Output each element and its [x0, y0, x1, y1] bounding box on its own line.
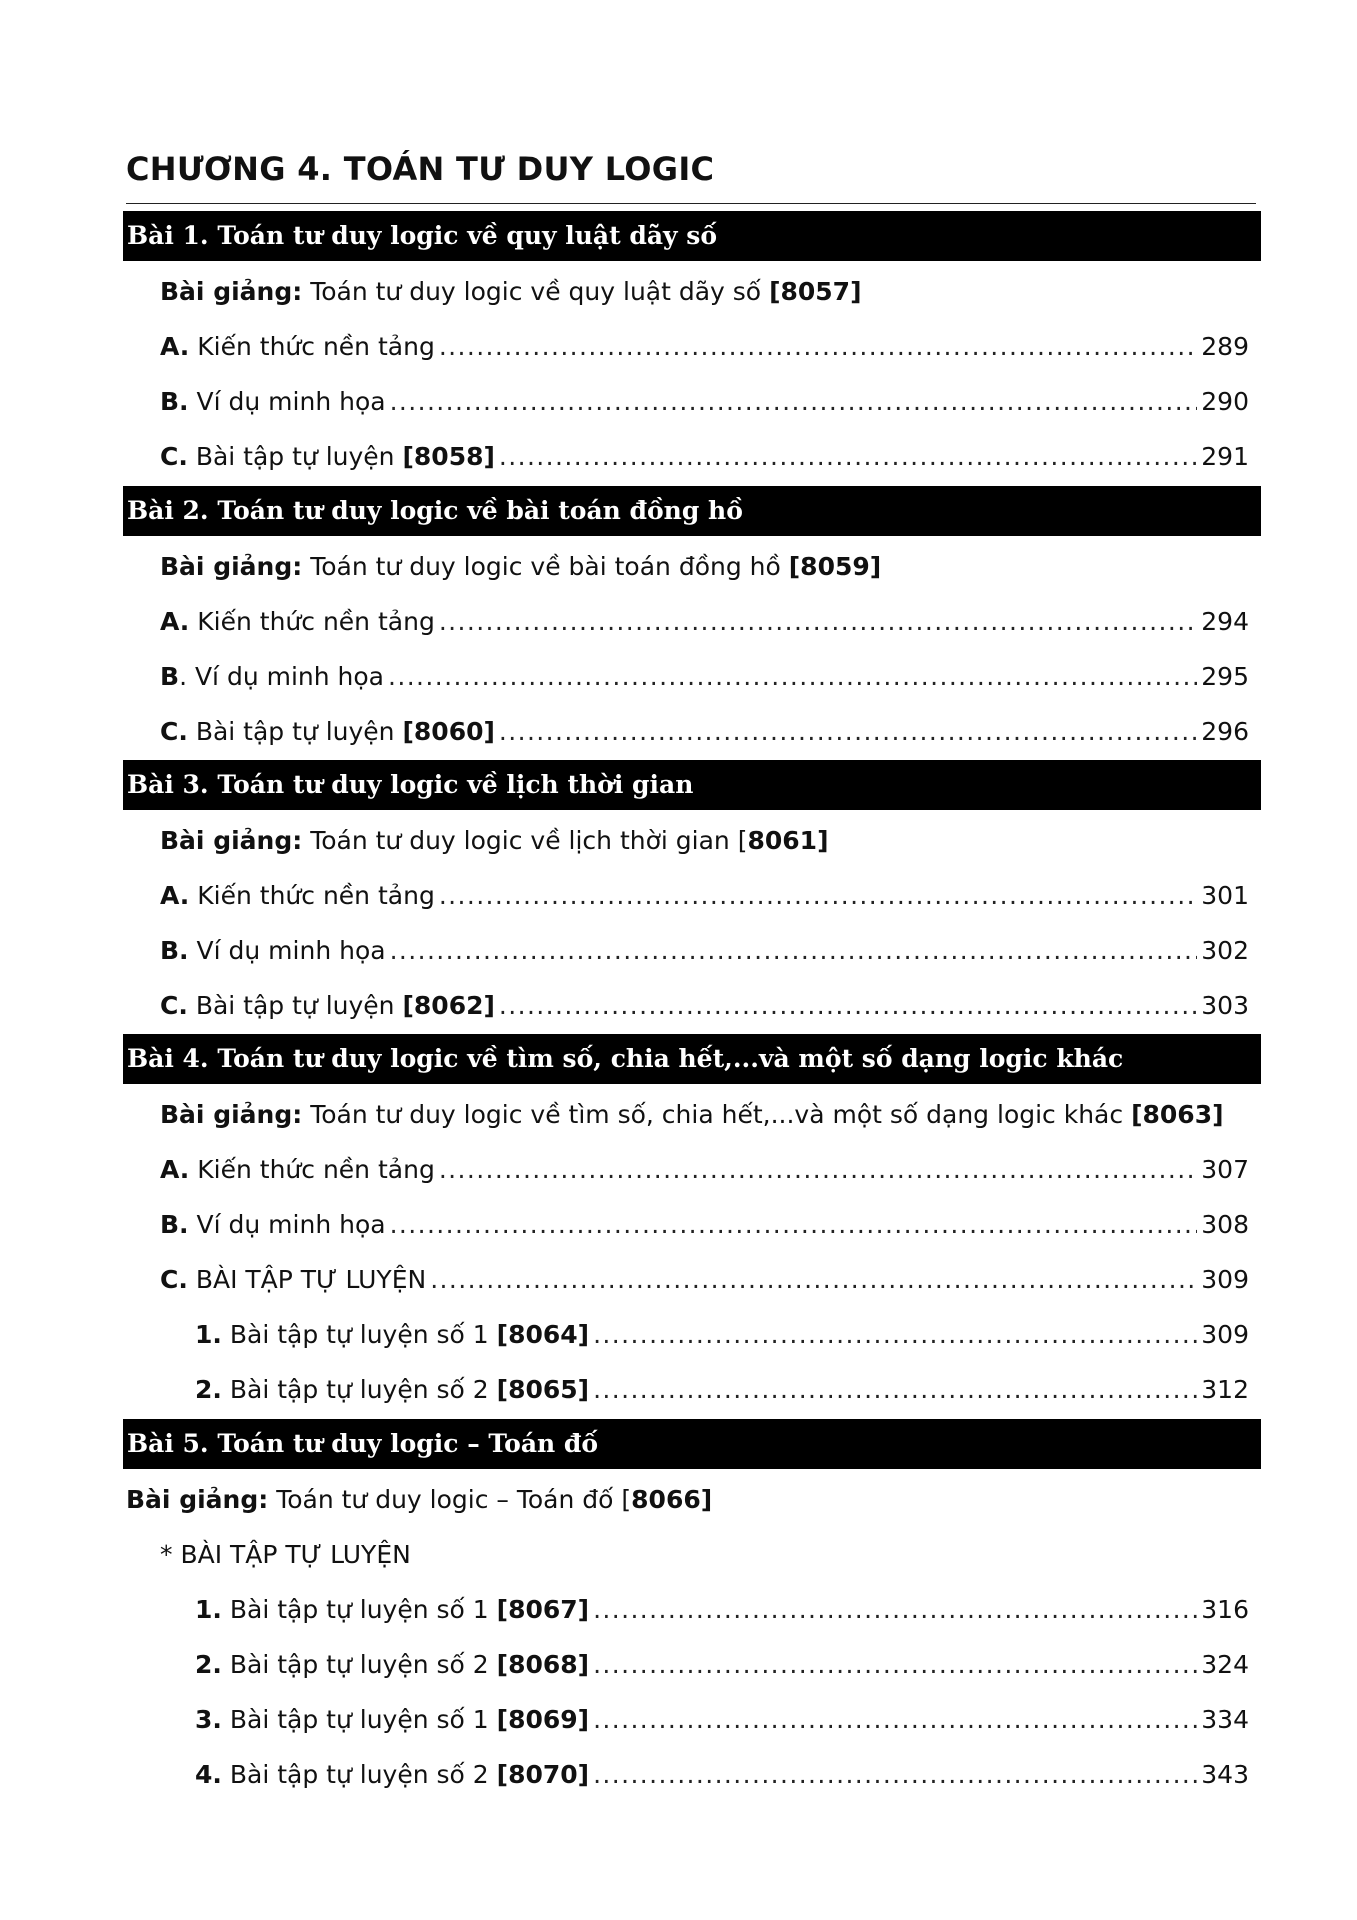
dot-leader — [499, 986, 1197, 1026]
entry-marker: 2. — [195, 1375, 222, 1404]
page-number: 308 — [1201, 1210, 1249, 1239]
chapter-title: CHƯƠNG 4. TOÁN TƯ DUY LOGIC — [126, 150, 715, 188]
entry-text: BÀI TẬP TỰ LUYỆN — [195, 1265, 427, 1294]
entry-text: Bài tập tự luyện — [195, 717, 395, 746]
lecture-code: 8066] — [631, 1485, 713, 1514]
dot-leader — [390, 931, 1198, 971]
entry-text: Kiến thức nền tảng — [197, 1155, 435, 1184]
toc-entry[interactable] — [195, 1645, 1249, 1685]
page-number: 316 — [1201, 1595, 1249, 1624]
dot-leader — [593, 1700, 1197, 1740]
page-number: 294 — [1201, 607, 1249, 636]
dot-leader — [439, 602, 1197, 642]
page-number: 334 — [1201, 1705, 1249, 1734]
lecture-text: Toán tư duy logic về bài toán đồng hồ — [310, 552, 781, 581]
page-number: 309 — [1201, 1265, 1249, 1294]
exercise-subheading: * BÀI TẬP TỰ LUYỆN — [160, 1540, 411, 1569]
entry-marker: A. — [160, 881, 190, 910]
lecture-label: Bài giảng: — [160, 826, 303, 855]
lecture-code: [8063] — [1131, 1100, 1224, 1129]
page-number: 312 — [1201, 1375, 1249, 1404]
dot-leader — [499, 712, 1197, 752]
entry-marker: C. — [160, 1265, 188, 1294]
entry-text: Bài tập tự luyện số 1 — [229, 1705, 489, 1734]
dot-leader — [388, 657, 1197, 697]
entry-code: [8064] — [496, 1320, 590, 1349]
page-number: 290 — [1201, 387, 1249, 416]
toc-entry[interactable] — [160, 1260, 1249, 1300]
page-number: 309 — [1201, 1320, 1249, 1349]
entry-text: Ví dụ minh họa — [196, 387, 386, 416]
chapter-divider — [126, 203, 1256, 204]
lesson-banner: Bài 1. Toán tư duy logic về quy luật dãy số — [123, 211, 1261, 261]
toc-entry[interactable] — [160, 931, 1249, 971]
entry-code: [8060] — [402, 717, 495, 746]
lecture-code: [8057] — [769, 277, 862, 306]
lecture-line[interactable] — [160, 821, 829, 861]
lesson-banner: Bài 2. Toán tư duy logic về bài toán đồng hồ — [123, 486, 1261, 536]
toc-entry[interactable] — [160, 1205, 1249, 1245]
dot-leader — [390, 1205, 1198, 1245]
lesson-banner: Bài 4. Toán tư duy logic về tìm số, chia hết,...và một số dạng logic khác — [123, 1034, 1261, 1084]
dot-leader — [439, 327, 1197, 367]
toc-entry[interactable] — [160, 437, 1249, 477]
entry-code: [8062] — [402, 991, 495, 1020]
entry-marker: B. — [160, 936, 189, 965]
page-number: 324 — [1201, 1650, 1249, 1679]
page-number: 295 — [1201, 662, 1249, 691]
entry-code: [8069] — [496, 1705, 590, 1734]
entry-marker: B — [160, 662, 180, 691]
page-number: 291 — [1201, 442, 1249, 471]
dot-leader — [499, 437, 1197, 477]
dot-leader — [593, 1755, 1197, 1795]
toc-entry[interactable] — [160, 602, 1249, 642]
lesson-banner: Bài 5. Toán tư duy logic – Toán đố — [123, 1419, 1261, 1469]
page-number: 343 — [1201, 1760, 1249, 1789]
lesson-banner: Bài 3. Toán tư duy logic về lịch thời gian — [123, 760, 1261, 810]
entry-text: Bài tập tự luyện số 1 — [229, 1320, 489, 1349]
entry-text: Kiến thức nền tảng — [197, 332, 435, 361]
entry-marker: 1. — [195, 1320, 222, 1349]
page-number: 289 — [1201, 332, 1249, 361]
entry-marker: 2. — [195, 1650, 222, 1679]
entry-text: Bài tập tự luyện số 2 — [229, 1375, 489, 1404]
page-number: 307 — [1201, 1155, 1249, 1184]
page-number: 301 — [1201, 881, 1249, 910]
entry-marker: B. — [160, 1210, 189, 1239]
toc-entry[interactable] — [195, 1755, 1249, 1795]
lecture-label: Bài giảng: — [160, 552, 303, 581]
toc-entry[interactable] — [195, 1590, 1249, 1630]
page-number: 302 — [1201, 936, 1249, 965]
entry-text: Bài tập tự luyện — [195, 442, 395, 471]
entry-code: [8070] — [496, 1760, 590, 1789]
lecture-line[interactable] — [160, 1095, 1224, 1135]
dot-leader — [593, 1645, 1197, 1685]
lecture-label: Bài giảng: — [160, 277, 303, 306]
lecture-text: Toán tư duy logic – Toán đố [ — [276, 1485, 632, 1514]
lecture-line[interactable] — [160, 272, 862, 312]
entry-marker: A. — [160, 332, 190, 361]
lecture-label: Bài giảng: — [126, 1485, 269, 1514]
entry-text: Kiến thức nền tảng — [197, 607, 435, 636]
toc-entry[interactable] — [160, 986, 1249, 1026]
toc-entry[interactable] — [160, 1150, 1249, 1190]
lecture-line[interactable] — [160, 547, 881, 587]
entry-text: Kiến thức nền tảng — [197, 881, 435, 910]
entry-marker: B. — [160, 387, 189, 416]
dot-leader — [430, 1260, 1197, 1300]
entry-marker: C. — [160, 991, 188, 1020]
lecture-code: 8061] — [747, 826, 829, 855]
toc-entry[interactable] — [160, 657, 1249, 697]
entry-marker: 3. — [195, 1705, 222, 1734]
dot-leader — [593, 1590, 1197, 1630]
entry-text: Bài tập tự luyện — [195, 991, 395, 1020]
entry-text: Bài tập tự luyện số 1 — [229, 1595, 489, 1624]
dot-leader — [390, 382, 1198, 422]
lecture-line[interactable] — [126, 1480, 712, 1520]
page-number: 303 — [1201, 991, 1249, 1020]
lecture-text: Toán tư duy logic về lịch thời gian [ — [310, 826, 748, 855]
page-number: 296 — [1201, 717, 1249, 746]
entry-marker: 4. — [195, 1760, 222, 1789]
toc-entry[interactable] — [160, 382, 1249, 422]
lecture-text: Toán tư duy logic về quy luật dãy số — [310, 277, 762, 306]
entry-marker: C. — [160, 442, 188, 471]
entry-text: Bài tập tự luyện số 2 — [229, 1650, 489, 1679]
toc-entry[interactable] — [160, 327, 1249, 367]
entry-text: . Ví dụ minh họa — [179, 662, 385, 691]
entry-marker: 1. — [195, 1595, 222, 1624]
entry-marker: C. — [160, 717, 188, 746]
entry-text: Ví dụ minh họa — [196, 936, 386, 965]
entry-code: [8067] — [496, 1595, 590, 1624]
entry-code: [8065] — [496, 1375, 590, 1404]
toc-entry[interactable] — [195, 1700, 1249, 1740]
toc-entry[interactable] — [195, 1370, 1249, 1410]
toc-entry[interactable] — [195, 1315, 1249, 1355]
toc-entry[interactable] — [160, 876, 1249, 916]
toc-entry[interactable] — [160, 712, 1249, 752]
entry-code: [8068] — [496, 1650, 590, 1679]
lecture-text: Toán tư duy logic về tìm số, chia hết,...và một số dạng logic khác — [310, 1100, 1124, 1129]
lecture-code: [8059] — [788, 552, 882, 581]
entry-marker: A. — [160, 607, 190, 636]
lecture-label: Bài giảng: — [160, 1100, 303, 1129]
dot-leader — [593, 1315, 1197, 1355]
entry-text: Ví dụ minh họa — [196, 1210, 386, 1239]
dot-leader — [439, 876, 1197, 916]
entry-text: Bài tập tự luyện số 2 — [229, 1760, 489, 1789]
dot-leader — [439, 1150, 1197, 1190]
dot-leader — [593, 1370, 1197, 1410]
entry-code: [8058] — [402, 442, 495, 471]
entry-marker: A. — [160, 1155, 190, 1184]
